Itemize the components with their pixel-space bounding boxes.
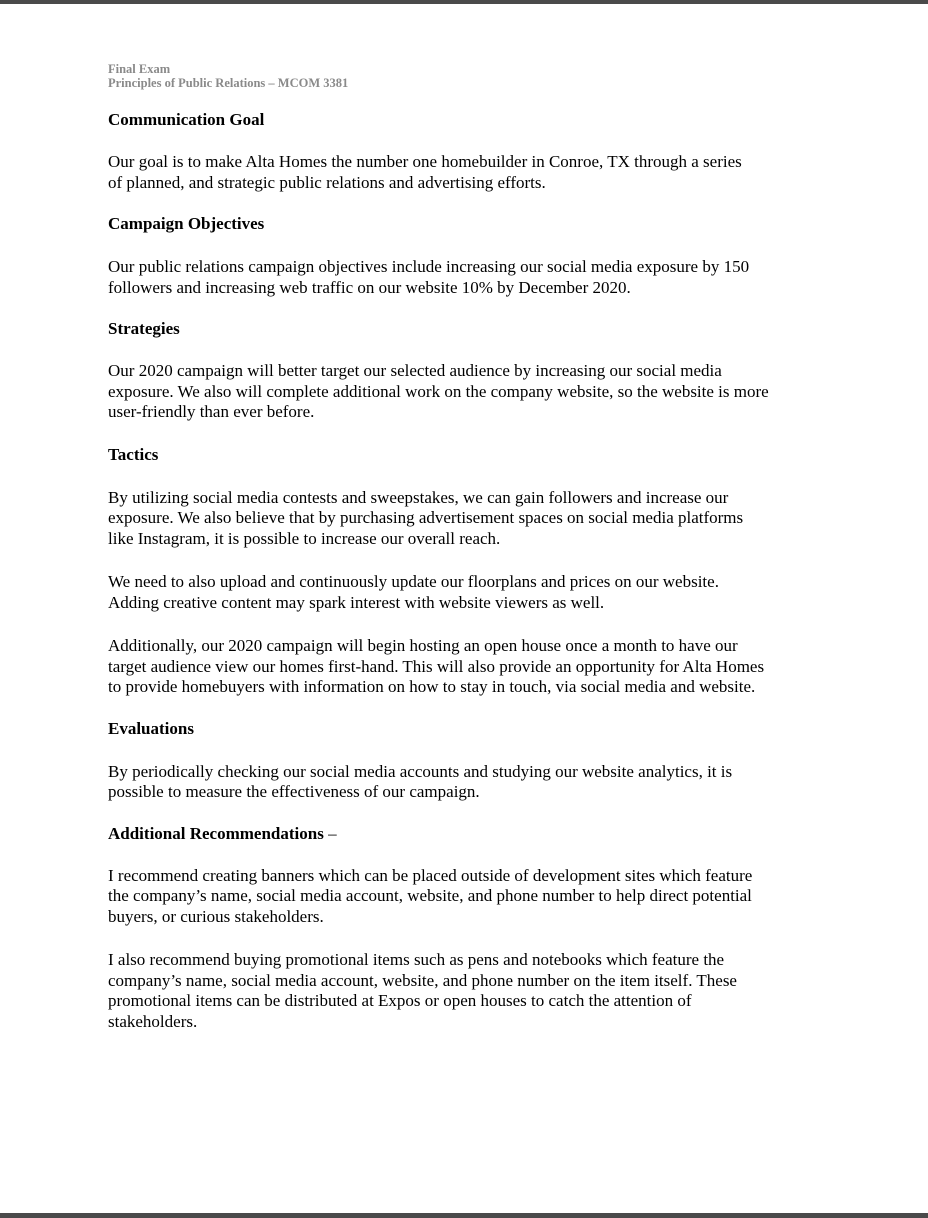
text-line: stakeholders. bbox=[108, 1011, 198, 1031]
paragraph-communication-goal bbox=[108, 152, 828, 193]
text-line: I recommend creating banners which can be placed outside of development sites which feature bbox=[108, 865, 753, 885]
paragraph-campaign-objectives bbox=[108, 257, 828, 298]
text-line: By periodically checking our social media accounts and studying our website analytics, it is bbox=[108, 761, 733, 781]
text-line: Adding creative content may spark interest with website viewers as well. bbox=[108, 592, 605, 612]
heading-dash: – bbox=[323, 823, 337, 843]
text-line: Our goal is to make Alta Homes the number one homebuilder in Conroe, TX through a series bbox=[108, 152, 742, 171]
text-line: I also recommend buying promotional items such as pens and notebooks which feature the bbox=[108, 950, 725, 969]
paragraph-recommendations-2 bbox=[108, 950, 828, 1032]
paragraph-recommendations-1 bbox=[108, 866, 828, 928]
heading-communication-goal: Communication Goal bbox=[108, 110, 265, 129]
text-line: possible to measure the effectiveness of our campaign. bbox=[108, 782, 480, 801]
text-line: company’s name, social media account, website, and phone number on the item itself. These bbox=[108, 970, 737, 990]
text-line: Additionally, our 2020 campaign will begin hosting an open house once a month to have our bbox=[108, 636, 738, 655]
page-top-border bbox=[0, 0, 928, 4]
doc-header-course: Principles of Public Relations – MCOM 3381 bbox=[108, 76, 349, 90]
page-bottom-border bbox=[0, 1213, 928, 1218]
doc-header-title: Final Exam bbox=[108, 62, 171, 76]
text-line: Our 2020 campaign will better target our selected audience by increasing our social media bbox=[108, 361, 722, 380]
paragraph-tactics-1 bbox=[108, 488, 828, 550]
heading-additional-recommendations bbox=[108, 824, 828, 844]
text-line: of planned, and strategic public relations and advertising efforts. bbox=[108, 172, 546, 192]
heading-tactics: Tactics bbox=[108, 444, 159, 464]
paragraph-evaluations bbox=[108, 762, 828, 803]
text-line: promotional items can be distributed at Expos or open houses to catch the attention of bbox=[108, 991, 692, 1010]
text-line: Our public relations campaign objectives include increasing our social media exposure by 150 bbox=[108, 257, 750, 276]
text-line: We need to also upload and continuously update our floorplans and prices on our website. bbox=[108, 572, 719, 591]
heading-evaluations: Evaluations bbox=[108, 718, 194, 738]
document-page bbox=[108, 62, 828, 1032]
text-line: followers and increasing web traffic on our website 10% by December 2020. bbox=[108, 277, 631, 297]
text-line: buyers, or curious stakeholders. bbox=[108, 906, 324, 926]
heading-campaign-objectives: Campaign Objectives bbox=[108, 214, 265, 233]
text-line: exposure. We also will complete additional work on the company website, so the website is more bbox=[108, 381, 769, 401]
heading-strategies: Strategies bbox=[108, 319, 180, 338]
text-line: exposure. We also believe that by purchasing advertisement spaces on social media platforms bbox=[108, 508, 744, 527]
text-line: user-friendly than ever before. bbox=[108, 402, 315, 421]
text-line: like Instagram, it is possible to increase our overall reach. bbox=[108, 528, 501, 548]
text-line: By utilizing social media contests and sweepstakes, we can gain followers and increase our bbox=[108, 487, 729, 507]
text-line: target audience view our homes first-hand. This will also provide an opportunity for Alta Homes bbox=[108, 656, 765, 676]
paragraph-tactics-2 bbox=[108, 572, 828, 613]
paragraph-tactics-3 bbox=[108, 636, 828, 698]
text-line: the company’s name, social media account, website, and phone number to help direct potential bbox=[108, 886, 752, 905]
text-line: to provide homebuyers with information on how to stay in touch, via social media and website. bbox=[108, 677, 756, 696]
paragraph-strategies bbox=[108, 361, 828, 423]
heading-text: Additional Recommendations bbox=[108, 823, 324, 843]
